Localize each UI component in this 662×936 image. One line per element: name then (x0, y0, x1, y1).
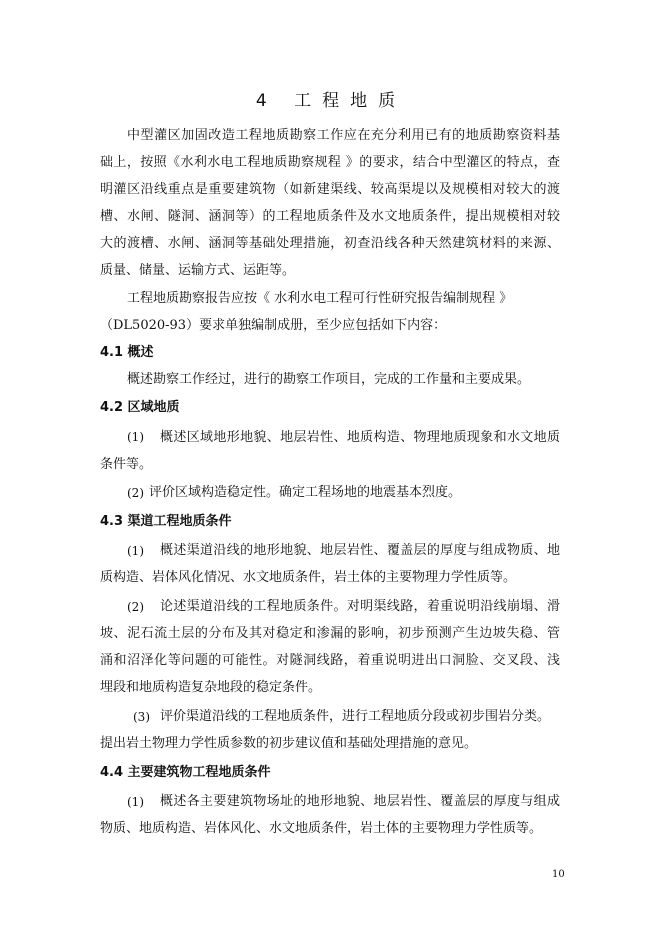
paragraph-line: 础上，按照《水利水电工程地质勘察规程 》的要求，结合中型灌区的特点，查 (100, 155, 560, 170)
list-item-line: 评价渠道沿线的工程地质条件，进行工程地质分段或初步围岩分类。 (160, 709, 551, 724)
paragraph-line: 明灌区沿线重点是重要建筑物（如新建渠线、较高渠堤以及规模相对较大的渡 (100, 182, 560, 197)
paragraph-line: 中型灌区加固改造工程地质勘察工作应在充分利用已有的地质勘察资料基 (127, 128, 560, 143)
section-text: 概述勘察工作经过，进行的勘察工作项目，完成的工作量和主要成果。 (127, 372, 531, 387)
list-item-line: 评价区域构造稳定性。确定工程场地的地震基本烈度。 (149, 485, 462, 500)
paragraph-line: 工程地质勘察报告应按《 水利水电工程可行性研究报告编制规程 》 (127, 291, 513, 306)
chapter-title: 4 工程地质 (255, 91, 407, 111)
list-item-line: 埋段和地质构造复杂地段的稳定条件。 (100, 680, 322, 695)
list-item-line: 涌和沼泽化等问题的可能性。对隧洞线路，着重说明进出口洞脸、交叉段、浅 (100, 653, 560, 668)
list-item-line: 提出岩土物理力学性质参数的初步建议值和基础处理措施的意见。 (100, 736, 478, 751)
paragraph-line: 质量、储量、运输方式、运距等。 (100, 263, 296, 278)
section-heading: 4.4 主要建筑物工程地质条件 (100, 765, 271, 780)
list-number: (3) (133, 710, 150, 724)
paragraph-line: （DL5020-93）要求单独编制成册，至少应包括如下内容： (100, 318, 447, 333)
list-item-line: 质构造、岩体风化情况、水文地质条件，岩土体的主要物理力学性质等。 (100, 570, 517, 585)
list-item-line: 论述渠道沿线的工程地质条件。对明渠线路，着重说明沿线崩塌、滑 (160, 599, 560, 614)
paragraph-line: 槽、水闸、隧洞、涵洞等）的工程地质条件及水文地质条件，提出规模相对较 (100, 209, 560, 224)
section-heading: 4.2 区域地质 (100, 400, 180, 415)
paragraph-line: 大的渡槽、水闸、涵洞等基础处理措施，初查沿线各种天然建筑材料的来源、 (100, 236, 560, 251)
list-number: (1) (127, 795, 144, 809)
page-number: 10 (552, 869, 565, 880)
list-number: (1) (127, 430, 144, 444)
section-heading: 4.3 渠道工程地质条件 (100, 514, 232, 529)
list-item-line: 概述渠道沿线的地形地貌、地层岩性、覆盖层的厚度与组成物质、地 (160, 543, 560, 558)
list-item-line: 概述区域地形地貌、地层岩性、地质构造、物理地质现象和水文地质 (160, 430, 560, 445)
list-item-line: 概述各主要建筑物场址的地形地貌、地层岩性、覆盖层的厚度与组成 (160, 794, 560, 809)
section-heading: 4.1 概述 (100, 345, 154, 360)
list-item-line: 坡、泥石流土层的分布及其对稳定和渗漏的影响，初步预测产生边坡失稳、管 (100, 626, 560, 641)
list-number: (2) (127, 600, 144, 614)
list-item-line: 物质、地质构造、岩体风化、水文地质条件，岩土体的主要物理力学性质等。 (100, 821, 543, 836)
list-number: (2) (127, 486, 144, 500)
list-item-line: 条件等。 (100, 457, 153, 472)
list-number: (1) (127, 544, 144, 558)
